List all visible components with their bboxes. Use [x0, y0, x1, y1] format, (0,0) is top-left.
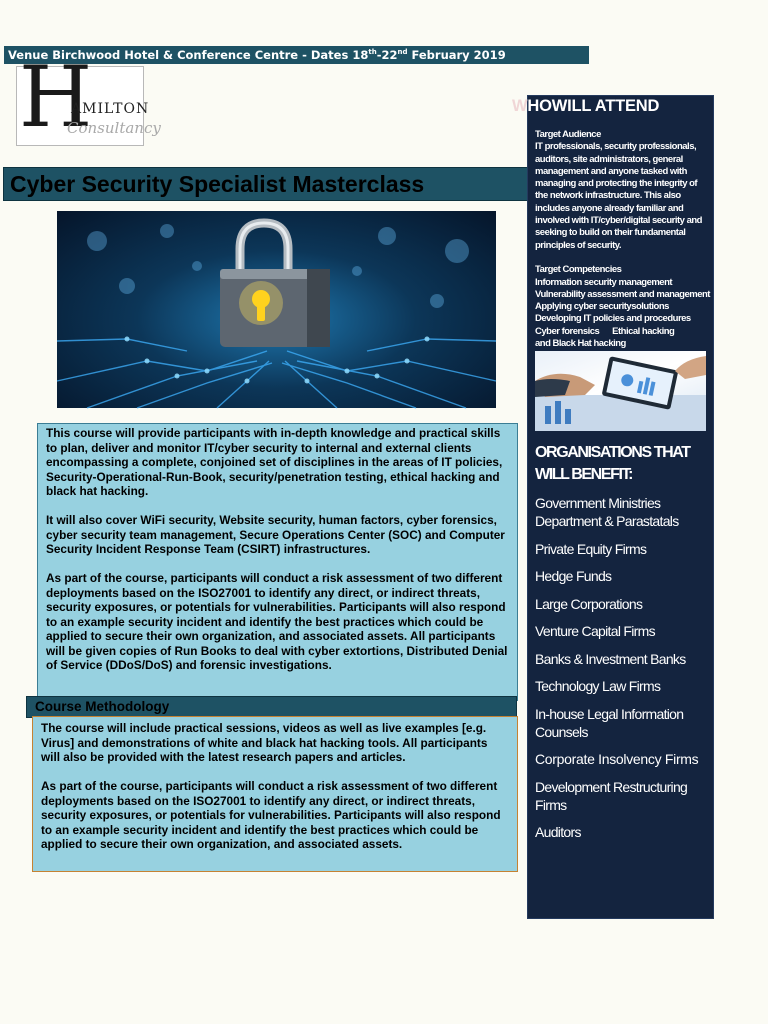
venue-label: Venue Birchwood Hotel & Conference Centre - Dates 18: [8, 48, 369, 62]
intro-paragraph-1: This course will provide participants with in-depth knowledge and practical skills to plan, deliver and monitor IT/cyber security to internal and external clients encompassing a complete, conjoined set of disciplines in the areas of IT policies, Security-Operational-Run-Book, security/penetration testing, ethical hacking and black hat hacking.: [46, 426, 503, 498]
competency-item: Applying cyber securitysolutions: [535, 301, 669, 313]
audience-section: [535, 129, 711, 363]
intro-paragraph-3: As part of the course, participants will conduct a risk assessment of two different deployments based on the ISO27001 to identify any direct, or indirect threats, security exposures, or potentials for vulnerabilities. Participants will also respond to an example security incident and identify the best practices which could be applied to secure their own organization, and associated assets. All participants will be given copies of Run Books to deal with cyber extortions, Distributed Denial of Service (DDoS/DoS) and forensic investigations.: [46, 571, 508, 672]
list-item: Auditors: [535, 824, 581, 840]
methodology-description: [32, 716, 518, 872]
date-suffix-start: th: [368, 48, 377, 57]
business-analytics-photo: [535, 351, 706, 431]
tablet-charts-illustration: [535, 351, 706, 431]
competency-item: Developing IT policies and procedures: [535, 313, 691, 325]
list-item: Development Restructuring Firms: [535, 778, 688, 813]
who-title-first-letter: W: [512, 97, 528, 115]
audience-heading: Target Audience: [535, 129, 601, 140]
sidebar-panel: [512, 95, 714, 919]
competencies-heading: Target Competencies: [535, 264, 622, 276]
list-item: Government Ministries Department & Parastatals: [535, 495, 679, 529]
organisations-list: [535, 494, 719, 851]
who-will-attend-heading: [512, 97, 659, 116]
date-suffix-end: nd: [397, 48, 408, 57]
competency-item: Vulnerability assessment and management: [535, 288, 710, 300]
competency-item: Information security management: [535, 276, 673, 288]
list-item: Hedge Funds: [535, 568, 612, 584]
audience-text: IT professionals, security professionals, auditors, site administrators, general management and anyone tasked with managing and protecting the integrity of the network infrastructure. This also includes anyone already familiar and involved with IT/cyber/digital security and seeking to build on their fundamental principles of security.: [535, 141, 702, 251]
intro-paragraph-2: It will also cover WiFi security, Website security, human factors, cyber forensics, cyber security team management, Secure Operations Center (SOC) and Computer Security Incident Response Team (CSIRT) infrastructures.: [46, 513, 505, 556]
methodology-paragraph-2: As part of the course, participants will conduct a risk assessment of two different deployments based on the ISO27001 to identify any direct, or indirect threats, security exposures, or potentials for vulnerabilities. Participants will also respond to an example security incident and identify the best practices which could be applied to secure their own organization, and associated assets.: [41, 779, 501, 851]
date-month-year: February 2019: [407, 48, 506, 62]
list-item: Banks & Investment Banks: [535, 650, 686, 667]
list-item: Corporate Insolvency Firms: [535, 751, 699, 767]
list-item: Technology Law Firms: [535, 678, 661, 694]
date-range-dash: -22: [376, 48, 398, 62]
logo-subtitle: Consultancy: [67, 119, 161, 137]
list-item: Large Corporations: [535, 595, 643, 612]
methodology-heading: Course Methodology: [26, 696, 517, 718]
course-description: [37, 423, 518, 701]
hamilton-logo: [16, 48, 161, 146]
methodology-paragraph-1: The course will include practical sessions, videos as well as live examples [e.g. Virus] and demonstrations of white and black hat hacking tools. All participants will also be provided with the latest research papers and articles.: [41, 721, 488, 764]
logo-name: AMILTON: [71, 101, 150, 117]
who-title-rest: HOWILL ATTEND: [527, 97, 660, 115]
competency-item: Cyber forensics Ethical hacking: [535, 325, 675, 337]
list-item: In-house Legal Information Counsels: [535, 705, 684, 740]
logo-letter: H: [19, 48, 93, 146]
padlock-circuit-illustration: [57, 211, 496, 408]
hero-image: [57, 211, 496, 408]
list-item: Venture Capital Firms: [535, 623, 655, 639]
list-item: Private Equity Firms: [535, 540, 647, 557]
organisations-heading: ORGANISATIONS THAT WILL BENEFIT:: [535, 444, 690, 483]
competency-item: and Black Hat hacking: [535, 338, 626, 350]
page-title: Cyber Security Specialist Masterclass: [3, 167, 534, 201]
